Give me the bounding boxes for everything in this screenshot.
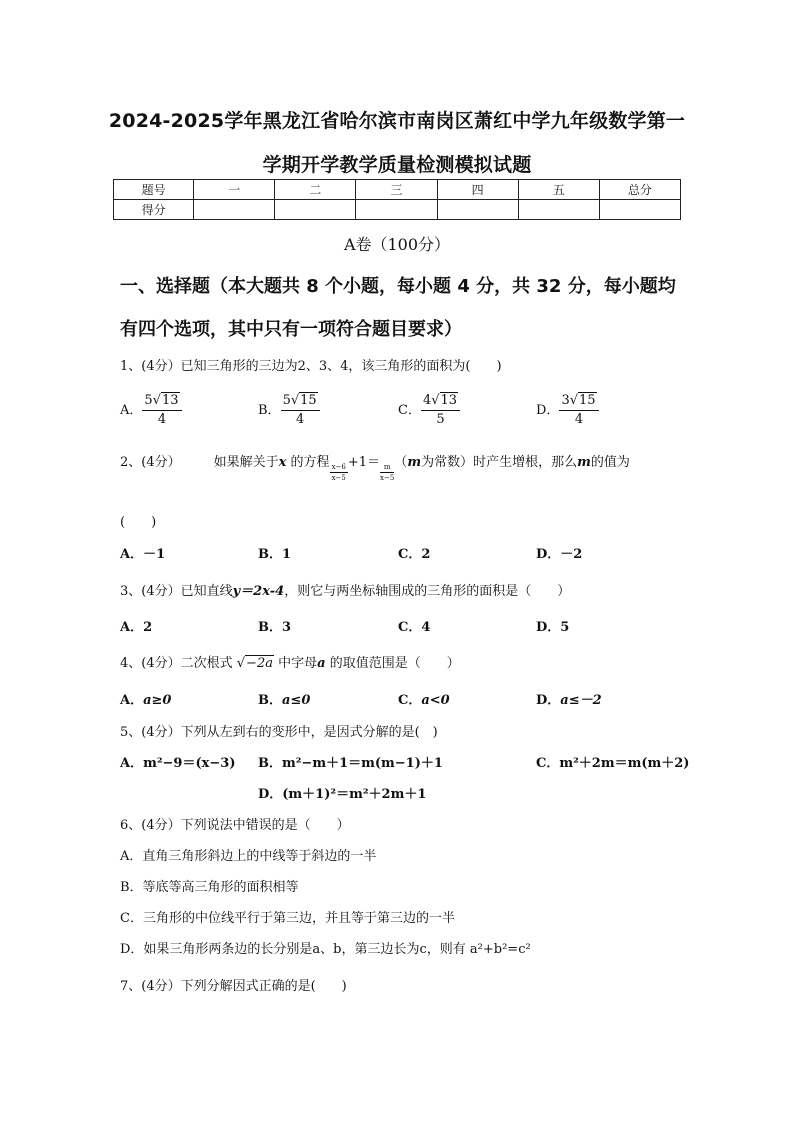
option-label: A． [120,693,144,708]
option-label: B． [258,693,282,708]
q4-option-b[interactable] [258,689,310,708]
stem-text: （ [394,455,408,470]
question-6-stem: 6、(4分）下列说法中错误的是（ ） [120,818,350,833]
variable-a: a [317,656,326,671]
score-header-cell: 四 [437,180,518,200]
option-expr: a<0 [421,693,450,708]
option-expr: a≤－2 [560,693,602,708]
score-cell[interactable] [599,200,680,220]
stem-text: 3、(4分）已知直线 [120,584,233,599]
stem-text: ，则它与两坐标轴围成的三角形的面积是（ ） [284,584,571,599]
question-1-stem: 1、(4分）已知三角形的三边为2、3、4，该三角形的面积为( ) [120,359,502,374]
denominator: 4 [574,412,584,427]
stem-text: +1＝ [347,455,381,470]
denominator: x−5 [331,474,346,482]
option-label: D． [536,403,560,418]
score-cell[interactable] [518,200,599,220]
score-row-label: 得分 [114,200,194,220]
q5-option-b[interactable]: B．m²−m＋1＝m(m−1)＋1 [258,756,443,771]
q1-option-a[interactable] [120,392,182,429]
question-4-stem: 4、(4分）二次根式 √−2a 中字母a 的取值范围是（ ） [120,656,460,671]
question-number: 2、(4分） [120,455,181,470]
radicand: 13 [440,393,458,408]
numerator: x−6 [331,463,346,471]
question-2-paren: ( ) [120,515,157,530]
q5-option-d[interactable]: D．(m＋1)²＝m²＋2m＋1 [258,787,427,802]
score-table-header-row [114,180,681,200]
q2-option-d[interactable]: D．－2 [536,547,583,562]
score-table [113,179,681,220]
exam-title-line2: 学期开学教学质量检测模拟试题 [262,154,532,176]
numerator: m [380,462,394,473]
option-label: D． [536,693,561,708]
q5-option-c[interactable]: C．m²＋2m＝m(m＋2) [536,756,690,771]
fraction-2 [380,462,394,483]
score-header-cell: 五 [518,180,599,200]
fraction: $\frac{4√13}{5}$ [421,392,460,429]
variable-m: m [407,455,422,470]
q3-option-b[interactable]: B．3 [258,620,292,635]
option-label: B． [258,403,281,418]
fraction: $\frac{3√15}{4}$ [559,392,598,429]
radicand: 15 [579,393,596,408]
stem-text: 的取值范围是（ ） [329,656,460,671]
radicand: −2a [246,656,273,671]
stem-text: 4、(4分）二次根式 [120,656,233,671]
q5-option-a[interactable]: A．m²−9＝(x−3) [120,756,236,771]
score-header-cell: 二 [275,180,356,200]
question-3-stem [120,580,570,599]
stem-text: 为常数）时产生增根，那么 [421,455,578,470]
fraction-1 [330,462,348,483]
option-label: A． [120,403,143,418]
denominator: 4 [157,412,167,427]
fraction: $\frac{5√13}{4}$ [142,392,181,429]
q6-option-b[interactable]: B．等底等高三角形的面积相等 [120,880,299,895]
score-cell[interactable] [437,200,518,220]
score-header-cell: 一 [194,180,275,200]
question-5-stem: 5、(4分）下列从左到右的变形中，是因式分解的是( ) [120,725,438,740]
radicand: 13 [161,393,179,408]
stem-text: 的值为 [590,455,630,470]
score-cell[interactable] [275,200,356,220]
q3-option-d[interactable]: D．5 [536,620,570,635]
denominator: 5 [436,412,445,427]
section-heading-line2: 有四个选项，其中只有一项符合题目要求） [120,319,462,340]
q4-option-a[interactable] [120,689,171,708]
score-cell[interactable] [194,200,275,220]
variable-m: m [577,455,591,470]
q6-option-d[interactable]: D．如果三角形两条边的长分别是a、b，第三边长为c，则有 a²+b²=c² [120,942,531,957]
q2-option-b[interactable]: B．1 [258,547,292,562]
question-7-stem: 7、(4分）下列分解因式正确的是( ) [120,979,347,994]
q1-option-b[interactable] [258,392,320,429]
equation: y＝2x-4 [232,584,285,599]
coef: 4 [422,393,432,408]
question-2-stem [120,451,630,483]
denominator: x−5 [380,474,395,482]
fraction: $\frac{5√15}{4}$ [281,392,320,429]
coef: 5 [144,393,153,408]
section-heading-line1: 一、选择题（本大题共 8 个小题，每小题 4 分，共 32 分，每小题均 [120,276,676,297]
stem-text: 如果解关于 [213,455,279,470]
q3-option-a[interactable]: A．2 [120,620,153,635]
option-expr: a≥0 [143,693,172,708]
option-label: C． [398,693,422,708]
q2-option-c[interactable]: C．2 [398,547,431,562]
exam-title-line1: 2024-2025学年黑龙江省哈尔滨市南岗区萧红中学九年级数学第一 [108,110,686,132]
option-expr: a≤0 [282,693,311,708]
score-cell[interactable] [356,200,437,220]
q6-option-a[interactable]: A．直角三角形斜边上的中线等于斜边的一半 [120,849,377,864]
q1-option-c[interactable] [398,392,460,429]
q3-option-c[interactable]: C．4 [398,620,431,635]
q1-option-d[interactable] [536,392,599,429]
option-label: C． [398,403,421,418]
radicand: 15 [300,393,317,408]
score-header-cell: 总分 [599,180,680,200]
stem-text: 的方程 [290,455,330,470]
score-header-cell: 题号 [114,180,194,200]
score-table-score-row [114,200,681,220]
q6-option-c[interactable]: C．三角形的中位线平行于第三边，并且等于第三边的一半 [120,911,455,926]
q4-option-d[interactable] [536,689,602,708]
variable-x: x [278,455,287,470]
coef: 5 [282,393,291,408]
q4-option-c[interactable] [398,689,450,708]
volume-heading: A卷（100分） [343,235,451,254]
q2-option-a[interactable]: A．－1 [120,547,166,562]
denominator: 4 [295,412,305,427]
score-header-cell: 三 [356,180,437,200]
coef: 3 [561,393,570,408]
stem-text: 中字母 [278,656,318,671]
